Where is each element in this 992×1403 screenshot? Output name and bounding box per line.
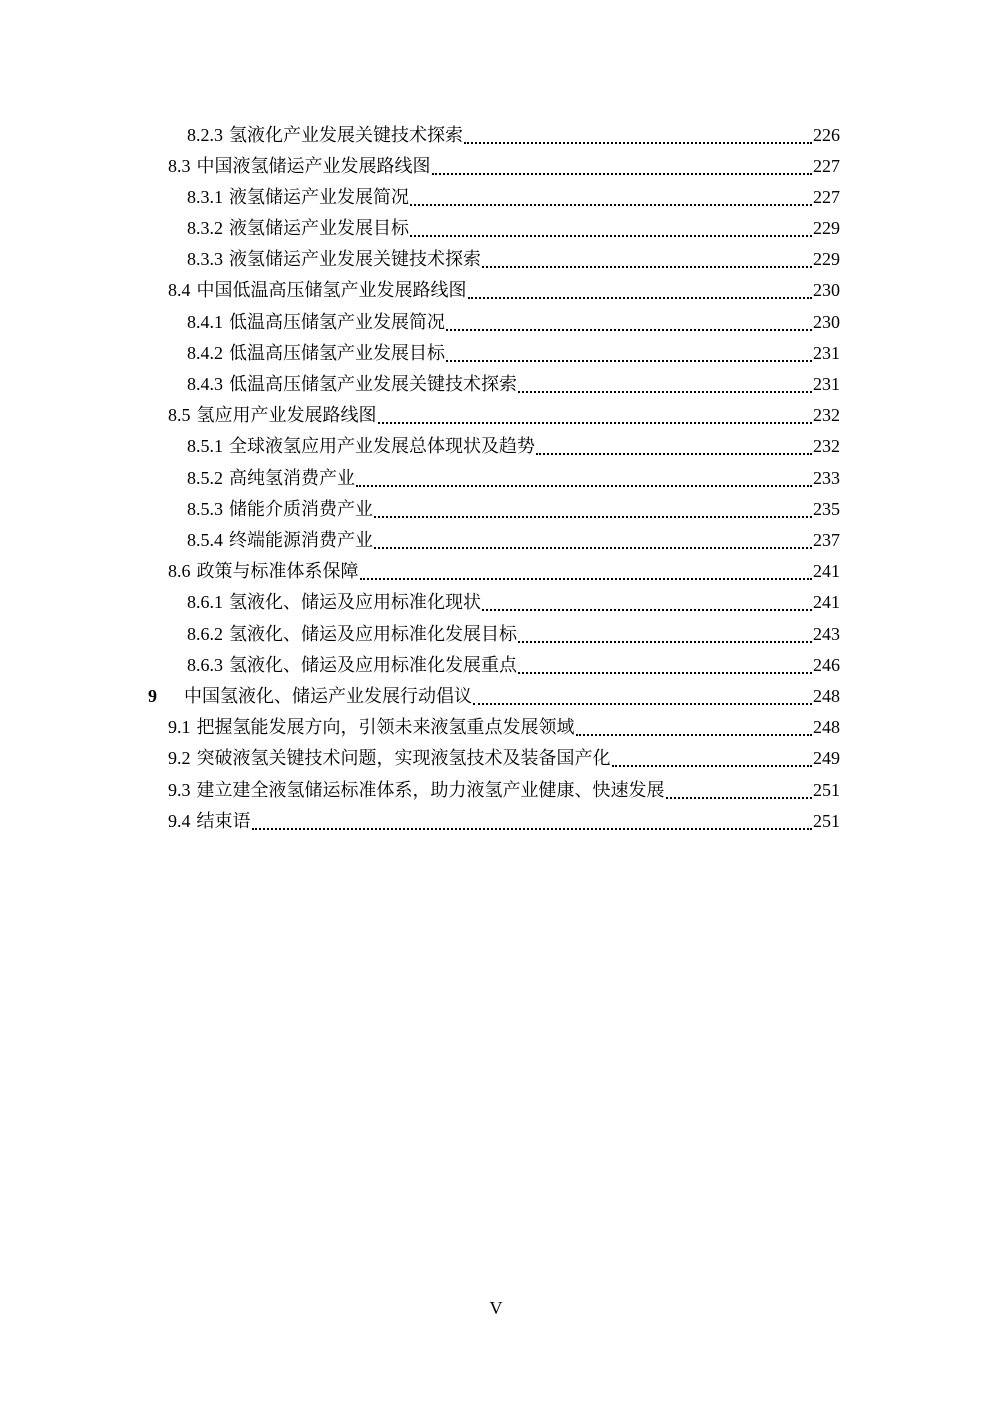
toc-dot-leader <box>473 685 812 705</box>
toc-entry-title: 液氢储运产业发展目标 <box>229 218 409 238</box>
toc-entry-title: 氢液化、储运及应用标准化发展重点 <box>229 655 517 675</box>
toc-entry-title: 氢液化、储运及应用标准化发展目标 <box>229 624 517 644</box>
toc-entry-number: 8.3.2 <box>187 218 223 238</box>
toc-entry-page: 241 <box>813 592 840 612</box>
toc-dot-leader <box>536 435 812 455</box>
toc-entry-title: 储能介质消费产业 <box>229 499 373 519</box>
toc-entry-number: 8.6.2 <box>187 624 223 644</box>
toc-dot-leader <box>468 279 813 299</box>
toc-dot-leader <box>374 498 812 518</box>
page-number: V <box>489 1298 503 1318</box>
toc-entry-page: 233 <box>813 468 840 488</box>
toc-entry-number: 8.4.1 <box>187 312 223 332</box>
toc-entry-page: 231 <box>813 374 840 394</box>
toc-entry-page: 229 <box>813 249 840 269</box>
toc-entry-number: 8.6.1 <box>187 592 223 612</box>
toc-entry-page: 249 <box>813 748 840 768</box>
toc-entry-page: 226 <box>813 125 840 145</box>
toc-entry-number: 8.4.3 <box>187 374 223 394</box>
toc-dot-leader <box>360 560 813 580</box>
toc-entry-number: 8.3.1 <box>187 187 223 207</box>
toc-entry[interactable] <box>187 650 840 681</box>
toc-entry[interactable] <box>187 494 840 525</box>
toc-dot-leader <box>410 186 812 206</box>
toc-entry-page: 230 <box>813 312 840 332</box>
toc-entry[interactable] <box>168 151 840 182</box>
toc-entry-number: 8.6 <box>168 561 191 581</box>
toc-entry[interactable] <box>168 775 840 806</box>
toc-entry[interactable] <box>187 619 840 650</box>
toc-entry-number: 8.4 <box>168 280 191 300</box>
toc-entry-title: 氢液化产业发展关键技术探索 <box>229 125 463 145</box>
toc-entry[interactable] <box>187 307 840 338</box>
toc-entry-page: 243 <box>813 624 840 644</box>
toc-entry-title: 终端能源消费产业 <box>229 530 373 550</box>
toc-dot-leader <box>410 217 812 237</box>
toc-entry-title: 低温高压储氢产业发展关键技术探索 <box>229 374 517 394</box>
toc-entry-title: 中国氢液化、储运产业发展行动倡议 <box>184 686 472 706</box>
toc-entry-number: 8.5.3 <box>187 499 223 519</box>
toc-entry[interactable] <box>187 338 840 369</box>
toc-entry[interactable] <box>187 463 840 494</box>
toc-entry-number: 9.4 <box>168 811 191 831</box>
toc-entry[interactable] <box>168 712 840 743</box>
toc-dot-leader <box>518 373 812 393</box>
toc-entry-page: 227 <box>813 156 840 176</box>
toc-entry-title: 液氢储运产业发展关键技术探索 <box>229 249 481 269</box>
toc-entry-page: 232 <box>813 405 840 425</box>
toc-dot-leader <box>432 155 813 175</box>
toc-entry-title: 低温高压储氢产业发展目标 <box>229 343 445 363</box>
toc-entry-title: 氢液化、储运及应用标准化现状 <box>229 592 481 612</box>
toc-entry-title: 建立建全液氢储运标准体系，助力液氢产业健康、快速发展 <box>196 780 665 800</box>
toc-entry-title: 全球液氢应用产业发展总体现状及趋势 <box>229 436 535 456</box>
toc-entry[interactable] <box>187 213 840 244</box>
toc-entry-title: 液氢储运产业发展简况 <box>229 187 409 207</box>
toc-dot-leader <box>482 248 812 268</box>
toc-entry[interactable] <box>187 182 840 213</box>
toc-entry-page: 235 <box>813 499 840 519</box>
toc-dot-leader <box>464 124 812 144</box>
toc-entry[interactable] <box>187 244 840 275</box>
toc-entry[interactable] <box>187 431 840 462</box>
toc-entry-page: 251 <box>813 811 840 831</box>
toc-entry-page: 231 <box>813 343 840 363</box>
toc-entry[interactable] <box>187 525 840 556</box>
toc-entry[interactable] <box>168 743 840 774</box>
toc-entry-title: 氢应用产业发展路线图 <box>196 405 377 425</box>
toc-entry-number: 9.1 <box>168 717 191 737</box>
toc-dot-leader <box>252 810 813 830</box>
toc-entry-title: 政策与标准体系保障 <box>196 561 359 581</box>
toc-entry-title: 中国液氢储运产业发展路线图 <box>196 156 431 176</box>
toc-entry-number: 9.3 <box>168 780 191 800</box>
toc-entry-page: 246 <box>813 655 840 675</box>
toc-entry-page: 237 <box>813 530 840 550</box>
toc-entry-title: 结束语 <box>196 811 251 831</box>
toc-entry-page: 229 <box>813 218 840 238</box>
toc-entry[interactable] <box>168 400 840 431</box>
toc-entry-title: 中国低温高压储氢产业发展路线图 <box>196 280 467 300</box>
toc-dot-leader <box>378 404 813 424</box>
toc-entry-page: 232 <box>813 436 840 456</box>
toc-entry-page: 248 <box>813 717 840 737</box>
toc-entry-title: 低温高压储氢产业发展简况 <box>229 312 445 332</box>
toc-entry-page: 227 <box>813 187 840 207</box>
toc-entry-number: 8.5.4 <box>187 530 223 550</box>
toc-dot-leader <box>446 342 812 362</box>
toc-entry-number: 9.2 <box>168 748 191 768</box>
toc-entry[interactable] <box>187 120 840 151</box>
toc-entry-number: 8.5.2 <box>187 468 223 488</box>
toc-entry-page: 248 <box>813 686 840 706</box>
toc-dot-leader <box>518 654 812 674</box>
toc-entry[interactable] <box>168 556 840 587</box>
toc-dot-leader <box>666 779 813 799</box>
toc-entry[interactable] <box>187 369 840 400</box>
toc-entry[interactable] <box>168 806 840 837</box>
toc-dot-leader <box>356 467 812 487</box>
toc-dot-leader <box>482 591 812 611</box>
toc-entry-number: 8.3.3 <box>187 249 223 269</box>
toc-dot-leader <box>446 311 812 331</box>
toc-entry-title: 突破液氢关键技术问题，实现液氢技术及装备国产化 <box>196 748 611 768</box>
toc-entry-number: 8.2.3 <box>187 125 223 145</box>
toc-entry-number: 8.4.2 <box>187 343 223 363</box>
toc-entry-number: 8.3 <box>168 156 191 176</box>
toc-entry-page: 230 <box>813 280 840 300</box>
toc-entry-number: 9 <box>148 686 157 706</box>
toc-entry-title: 把握氢能发展方向，引领未来液氢重点发展领域 <box>196 717 575 737</box>
toc-entry-title: 高纯氢消费产业 <box>229 468 355 488</box>
toc-entry-number: 8.6.3 <box>187 655 223 675</box>
toc-entry-number: 8.5.1 <box>187 436 223 456</box>
toc-entry-page: 251 <box>813 780 840 800</box>
toc-dot-leader <box>518 623 812 643</box>
toc-entry[interactable] <box>168 275 840 306</box>
toc-dot-leader <box>612 747 813 767</box>
toc-dot-leader <box>374 529 812 549</box>
toc-chapter-entry[interactable] <box>148 681 840 712</box>
toc-entry-page: 241 <box>813 561 840 581</box>
toc-entry-number: 8.5 <box>168 405 191 425</box>
toc-entry[interactable] <box>187 587 840 618</box>
toc-dot-leader <box>576 716 813 736</box>
